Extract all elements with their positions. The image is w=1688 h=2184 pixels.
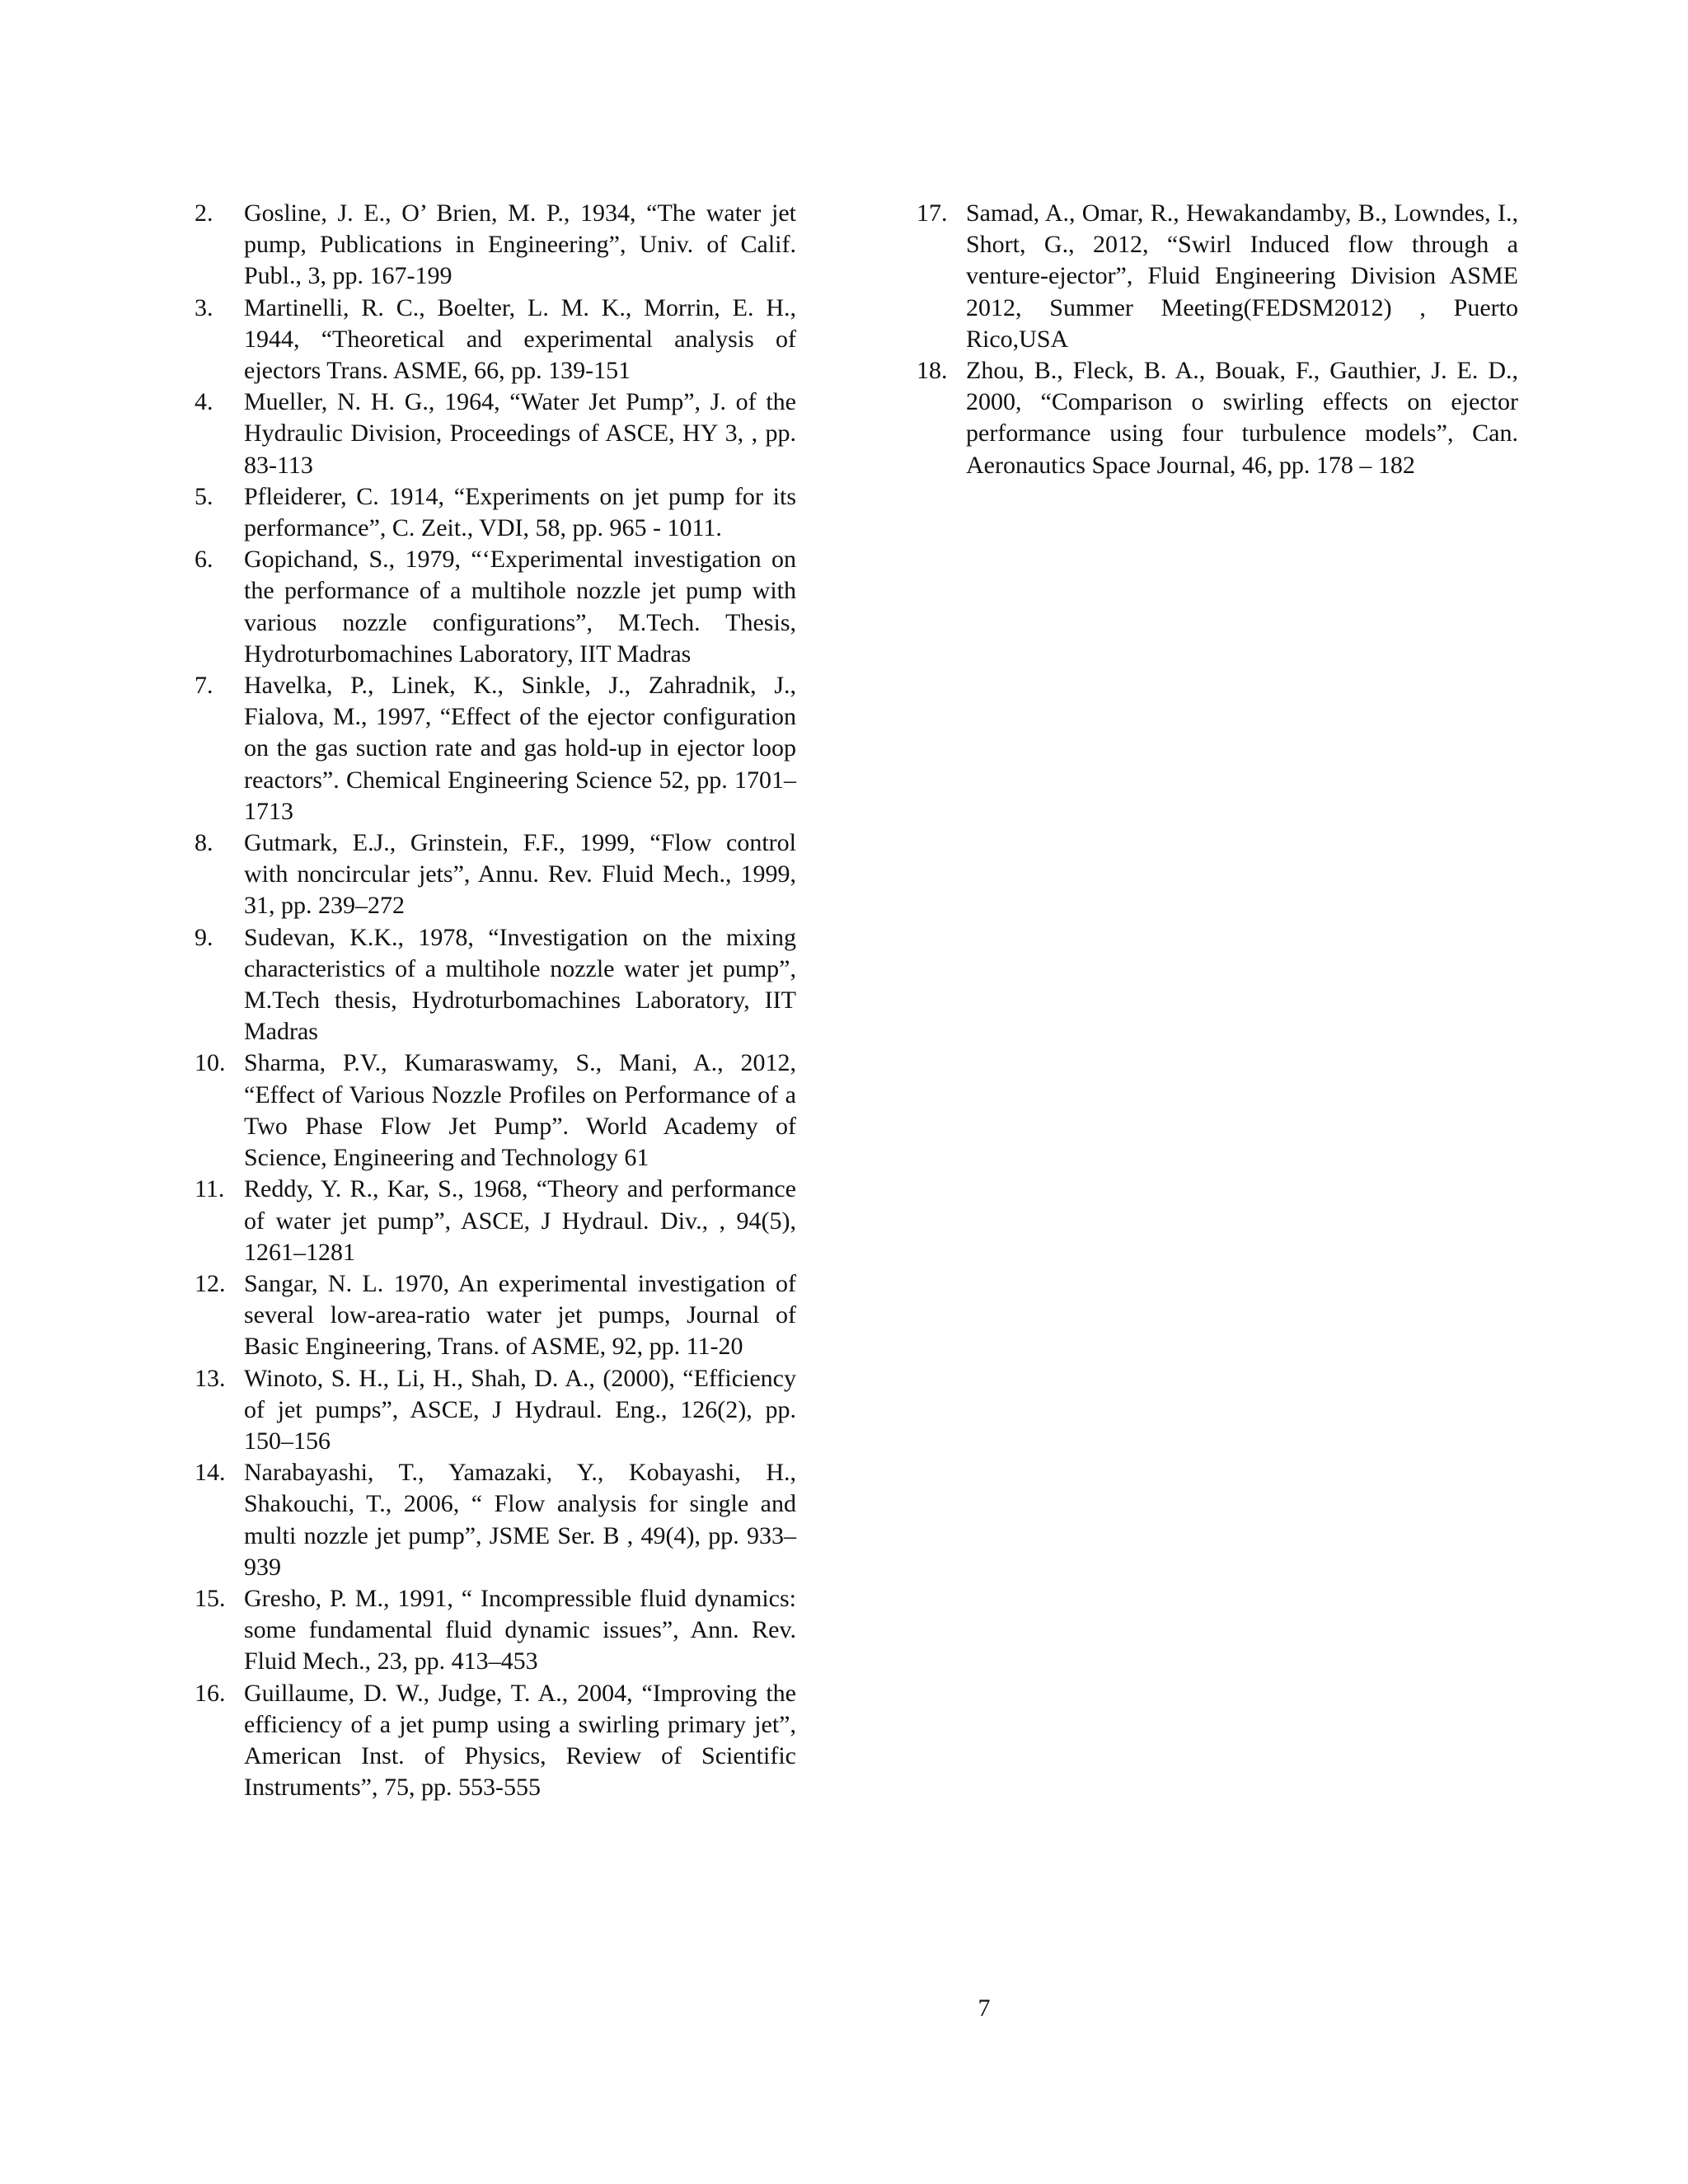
reference-text: Mueller, N. H. G., 1964, “Water Jet Pump”, J. of the Hydraulic Division, Proceedings of ASCE, HY 3, , pp. 83-113 <box>244 388 796 479</box>
reference-number: 3. <box>195 293 213 321</box>
reference-text: Martinelli, R. C., Boelter, L. M. K., Morrin, E. H., 1944, “Theoretical and experimental analysis of ejectors Trans. ASME, 66, pp. 139-151 <box>244 293 796 385</box>
page-number: 7 <box>978 1994 991 2022</box>
reference-item <box>917 355 1518 481</box>
reference-text: Gutmark, E.J., Grinstein, F.F., 1999, “Flow control with noncircular jets”, Annu. Rev. Fluid Mech., 1999, 31, pp. 239–272 <box>244 829 796 920</box>
reference-number: 8. <box>195 829 213 857</box>
reference-number: 16. <box>195 1679 226 1707</box>
reference-item <box>195 670 796 827</box>
reference-number: 11. <box>195 1175 225 1203</box>
reference-number: 9. <box>195 923 213 951</box>
reference-number: 7. <box>195 672 213 700</box>
reference-item <box>195 1583 796 1678</box>
reference-text: Gosline, J. E., O’ Brien, M. P., 1934, “The water jet pump, Publications in Engineering”, Univ. of Calif. Publ., 3, pp. 167-199 <box>244 199 796 290</box>
reference-text: Reddy, Y. R., Kar, S., 1968, “Theory and performance of water jet pump”, ASCE, J Hydraul. Div., , 94(5), 1261–1281 <box>244 1175 796 1266</box>
reference-number: 15. <box>195 1584 226 1612</box>
reference-list-left <box>195 198 796 1803</box>
reference-number: 5. <box>195 482 213 510</box>
reference-number: 10. <box>195 1049 226 1077</box>
reference-number: 17. <box>917 199 948 227</box>
reference-text: Narabayashi, T., Yamazaki, Y., Kobayashi, H., Shakouchi, T., 2006, “ Flow analysis for single and multi nozzle jet pump”, JSME Ser. B , 49(4), pp. 933–939 <box>244 1459 796 1581</box>
reference-text: Gresho, P. M., 1991, “ Incompressible fluid dynamics: some fundamental fluid dynamic issues”, Ann. Rev. Fluid Mech., 23, pp. 413–453 <box>244 1584 796 1675</box>
reference-text: Sangar, N. L. 1970, An experimental investigation of several low-area-ratio water jet pumps, Journal of Basic Engineering, Trans. of ASME, 92, pp. 11-20 <box>244 1269 796 1361</box>
reference-item <box>195 481 796 544</box>
reference-text: Gopichand, S., 1979, “‘Experimental investigation on the performance of a multihole nozzle jet pump with various nozzle configurations”, M.Tech. Thesis, Hydroturbomachines Laboratory, IIT Madras <box>244 546 796 668</box>
reference-item <box>195 1268 796 1363</box>
reference-text: Sharma, P.V., Kumaraswamy, S., Mani, A., 2012, “Effect of Various Nozzle Profiles on Performance of a Two Phase Flow Jet Pump”. World Academy of Science, Engineering and Technology 61 <box>244 1049 796 1172</box>
reference-text: Guillaume, D. W., Judge, T. A., 2004, “Improving the efficiency of a jet pump using a swirling primary jet”, American Inst. of Physics, Review of Scientific Instruments”, 75, pp. 553-555 <box>244 1679 796 1802</box>
reference-text: Sudevan, K.K., 1978, “Investigation on the mixing characteristics of a multihole nozzle water jet pump”, M.Tech thesis, Hydroturbomachines Laboratory, IIT Madras <box>244 923 796 1046</box>
reference-item <box>195 827 796 922</box>
reference-number: 4. <box>195 388 213 416</box>
reference-item <box>195 1363 796 1458</box>
reference-list-right <box>917 198 1518 481</box>
reference-item <box>195 387 796 481</box>
reference-item <box>195 1174 796 1268</box>
reference-text: Pfleiderer, C. 1914, “Experiments on jet pump for its performance”, C. Zeit., VDI, 58, pp. 965 - 1011. <box>244 482 796 542</box>
reference-item <box>195 544 796 670</box>
left-column <box>195 198 796 1803</box>
reference-text: Zhou, B., Fleck, B. A., Bouak, F., Gauthier, J. E. D., 2000, “Comparison o swirling effects on ejector performance using four turbulence models”, Can. Aeronautics Space Journal, 46, pp. 178 – 182 <box>966 357 1518 479</box>
reference-item <box>195 922 796 1048</box>
reference-item <box>917 198 1518 355</box>
reference-number: 12. <box>195 1269 226 1297</box>
reference-item <box>195 1047 796 1174</box>
reference-number: 18. <box>917 357 948 385</box>
reference-item <box>195 1678 796 1804</box>
reference-item <box>195 198 796 293</box>
reference-number: 14. <box>195 1459 226 1487</box>
reference-text: Winoto, S. H., Li, H., Shah, D. A., (2000), “Efficiency of jet pumps”, ASCE, J Hydraul. Eng., 126(2), pp. 150–156 <box>244 1364 796 1455</box>
reference-text: Havelka, P., Linek, K., Sinkle, J., Zahradnik, J., Fialova, M., 1997, “Effect of the ejector configuration on the gas suction rate and gas hold-up in ejector loop reactors”. Chemical Engineering Science 52, pp. 1701–1713 <box>244 672 796 825</box>
reference-number: 6. <box>195 546 213 574</box>
right-column <box>917 198 1518 481</box>
reference-number: 2. <box>195 199 213 227</box>
reference-item <box>195 293 796 387</box>
reference-text: Samad, A., Omar, R., Hewakandamby, B., Lowndes, I., Short, G., 2012, “Swirl Induced flow through a venture-ejector”, Fluid Engineering Division ASME 2012, Summer Meeting(FEDSM2012) , Puerto Rico,USA <box>966 199 1518 353</box>
reference-number: 13. <box>195 1364 226 1392</box>
reference-item <box>195 1457 796 1583</box>
